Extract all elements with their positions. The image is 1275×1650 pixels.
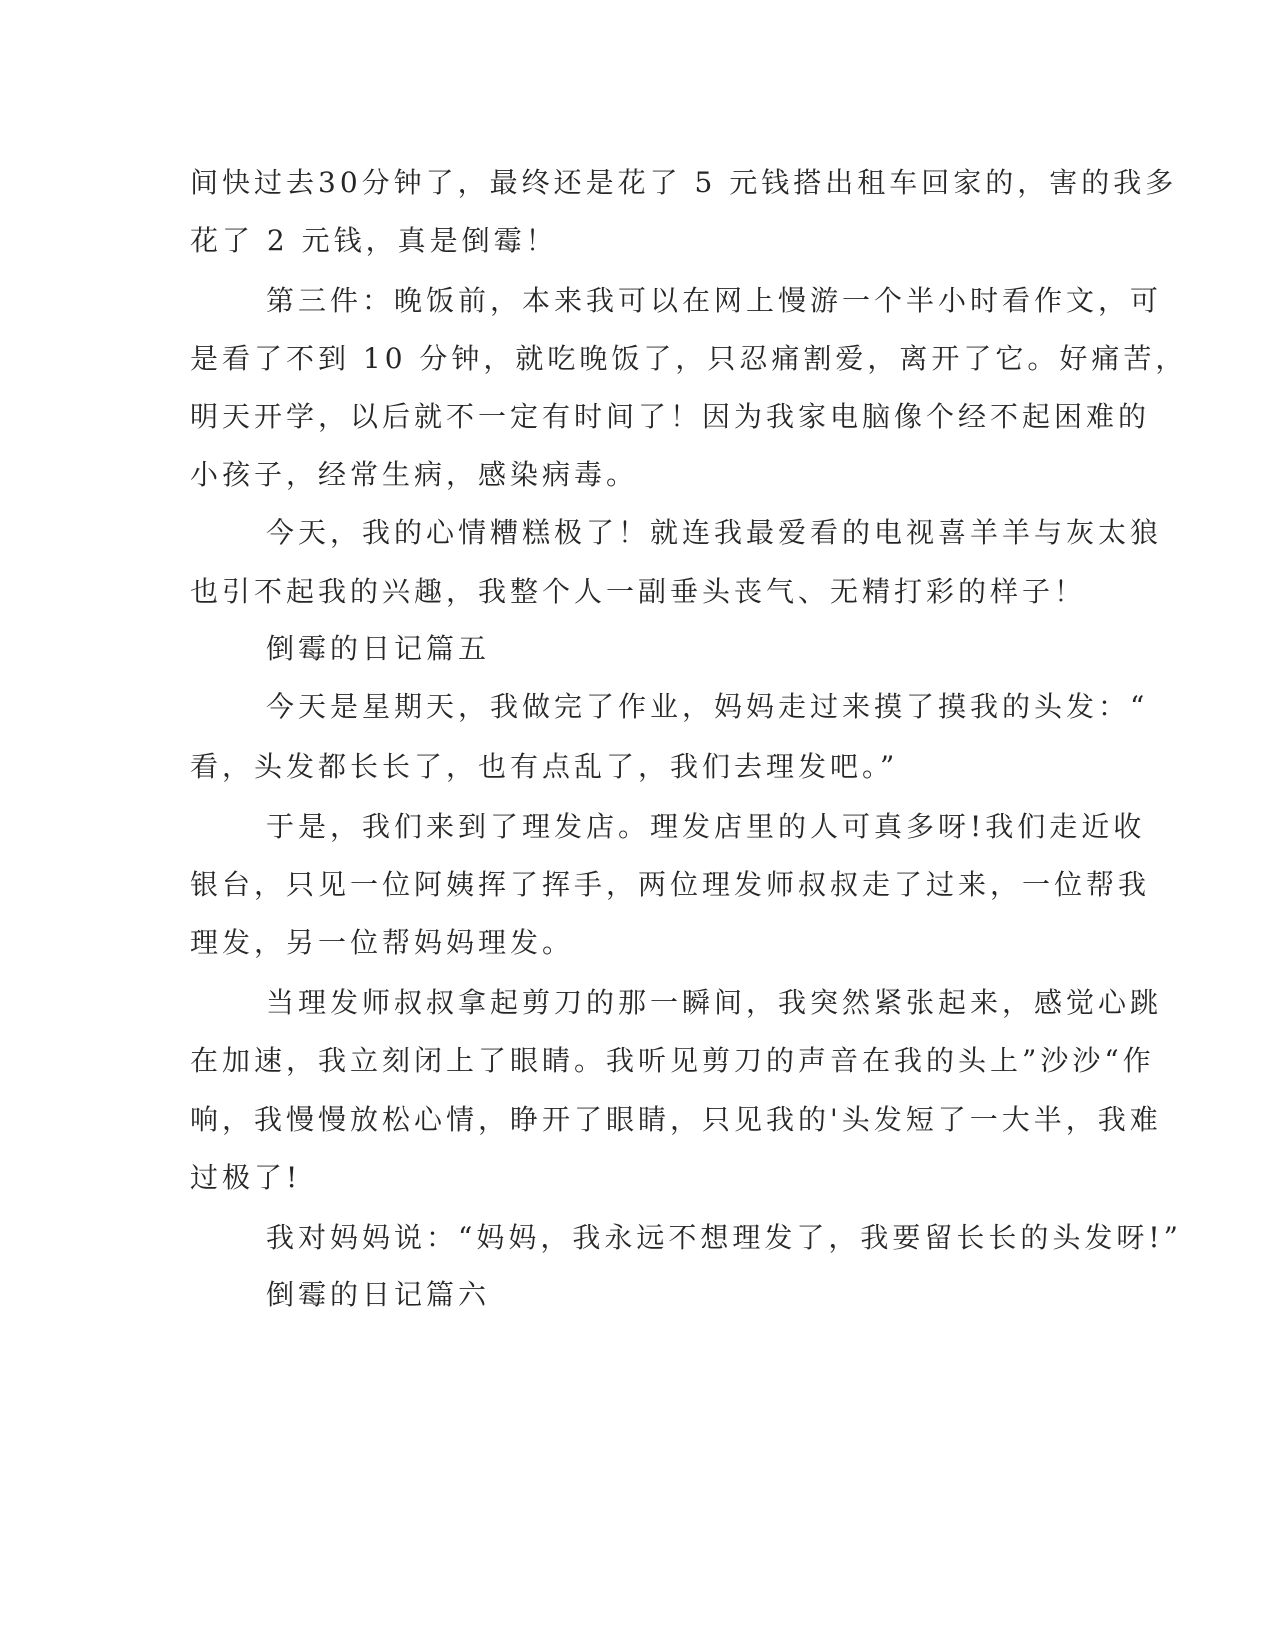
text-line: 银台，只见一位阿姨挥了挥手，两位理发师叔叔走了过来，一位帮我 [190, 868, 1151, 901]
text-line: 花了 2 元钱，真是倒霉！ [190, 224, 558, 257]
text-line: 在加速，我立刻闭上了眼睛。我听见剪刀的声音在我的头上”沙沙“作 [190, 1044, 1155, 1077]
text-line: 间快过去30分钟了，最终还是花了 5 元钱搭出租车回家的，害的我多 [190, 166, 1178, 199]
text-line: 响，我慢慢放松心情，睁开了眼睛，只见我的'头发短了一大半，我难 [190, 1103, 1162, 1136]
text-line: 第三件：晚饭前，本来我可以在网上慢游一个半小时看作文，可 [266, 284, 1163, 317]
section-heading: 倒霉的日记篇六 [266, 1278, 491, 1311]
text-line: 过极了! [190, 1161, 302, 1194]
text-line: 小孩子，经常生病，感染病毒。 [190, 458, 639, 491]
text-line: 看，头发都长长了，也有点乱了，我们去理发吧。” [190, 750, 899, 783]
text-line: 是看了不到 10 分钟，就吃晚饭了，只忍痛割爱，离开了它。好痛苦， [190, 342, 1188, 375]
text-line: 当理发师叔叔拿起剪刀的那一瞬间，我突然紧张起来，感觉心跳 [266, 986, 1163, 1019]
text-line: 今天，我的心情糟糕极了！就连我最爱看的电视喜羊羊与灰太狼 [266, 516, 1163, 549]
text-line: 今天是星期天，我做完了作业，妈妈走过来摸了摸我的头发：“ [266, 690, 1149, 723]
text-line: 也引不起我的兴趣，我整个人一副垂头丧气、无精打彩的样子！ [190, 575, 1087, 608]
text-line: 理发，另一位帮妈妈理发。 [190, 926, 575, 959]
section-heading: 倒霉的日记篇五 [266, 632, 491, 665]
text-line: 于是，我们来到了理发店。理发店里的人可真多呀!我们走近收 [266, 810, 1146, 843]
text-line: 明天开学，以后就不一定有时间了！因为我家电脑像个经不起困难的 [190, 400, 1151, 433]
text-line: 我对妈妈说：“妈妈，我永远不想理发了，我要留长长的头发呀!” [266, 1221, 1182, 1254]
